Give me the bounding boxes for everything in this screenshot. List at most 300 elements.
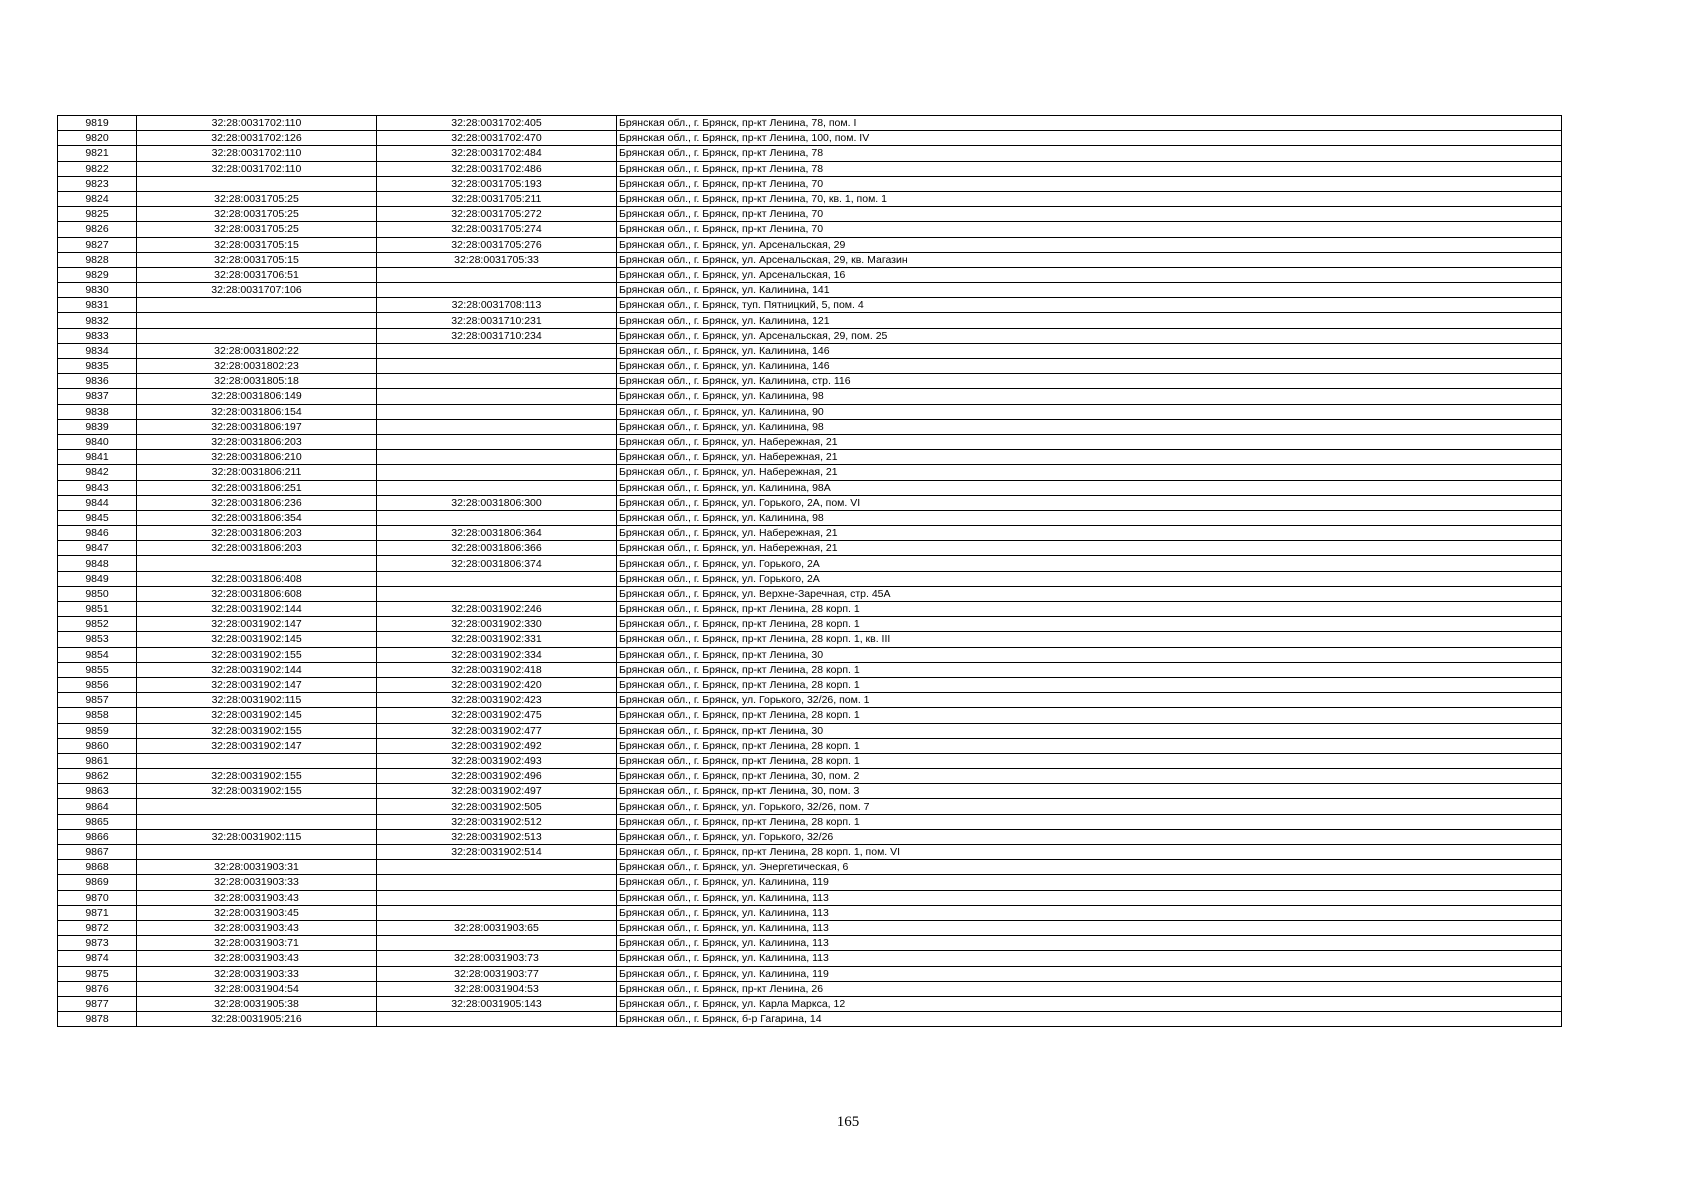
row-number-cell: 9850 — [58, 586, 137, 601]
row-number-cell: 9855 — [58, 662, 137, 677]
address-cell: Брянская обл., г. Брянск, ул. Верхне-Заречная, стр. 45А — [617, 586, 1562, 601]
address-cell: Брянская обл., г. Брянск, пр-кт Ленина, 28 корп. 1 — [617, 708, 1562, 723]
address-cell: Брянская обл., г. Брянск, пр-кт Ленина, 30, пом. 3 — [617, 784, 1562, 799]
object-cadastral-number-cell: 32:28:0031902:423 — [377, 693, 617, 708]
row-number-cell: 9822 — [58, 161, 137, 176]
row-number-cell: 9849 — [58, 571, 137, 586]
parent-cadastral-number-cell: 32:28:0031806:203 — [137, 526, 377, 541]
row-number-cell: 9833 — [58, 328, 137, 343]
row-number-cell: 9821 — [58, 146, 137, 161]
address-cell: Брянская обл., г. Брянск, пр-кт Ленина, 70 — [617, 207, 1562, 222]
object-cadastral-number-cell: 32:28:0031902:496 — [377, 769, 617, 784]
table-row — [58, 434, 1562, 449]
address-cell: Брянская обл., г. Брянск, ул. Арсенальская, 16 — [617, 267, 1562, 282]
object-cadastral-number-cell: 32:28:0031903:73 — [377, 951, 617, 966]
table-row — [58, 510, 1562, 525]
row-number-cell: 9863 — [58, 784, 137, 799]
row-number-cell: 9854 — [58, 647, 137, 662]
parent-cadastral-number-cell: 32:28:0031902:147 — [137, 738, 377, 753]
address-cell: Брянская обл., г. Брянск, пр-кт Ленина, 28 корп. 1, пом. VI — [617, 845, 1562, 860]
row-number-cell: 9856 — [58, 677, 137, 692]
parent-cadastral-number-cell: 32:28:0031902:145 — [137, 632, 377, 647]
table-row — [58, 419, 1562, 434]
row-number-cell: 9873 — [58, 936, 137, 951]
parent-cadastral-number-cell: 32:28:0031905:38 — [137, 996, 377, 1011]
row-number-cell: 9830 — [58, 283, 137, 298]
parent-cadastral-number-cell — [137, 556, 377, 571]
object-cadastral-number-cell: 32:28:0031902:331 — [377, 632, 617, 647]
parent-cadastral-number-cell: 32:28:0031902:155 — [137, 723, 377, 738]
row-number-cell: 9852 — [58, 617, 137, 632]
object-cadastral-number-cell: 32:28:0031905:143 — [377, 996, 617, 1011]
page-number: 165 — [836, 1114, 860, 1130]
object-cadastral-number-cell: 32:28:0031710:231 — [377, 313, 617, 328]
row-number-cell: 9831 — [58, 298, 137, 313]
table-row — [58, 662, 1562, 677]
object-cadastral-number-cell: 32:28:0031904:53 — [377, 981, 617, 996]
address-cell: Брянская обл., г. Брянск, ул. Калинина, 98 — [617, 419, 1562, 434]
object-cadastral-number-cell — [377, 267, 617, 282]
table-row — [58, 1012, 1562, 1027]
row-number-cell: 9864 — [58, 799, 137, 814]
parent-cadastral-number-cell: 32:28:0031902:144 — [137, 662, 377, 677]
address-cell: Брянская обл., г. Брянск, пр-кт Ленина, 28 корп. 1, кв. III — [617, 632, 1562, 647]
table-row — [58, 222, 1562, 237]
table-row — [58, 571, 1562, 586]
object-cadastral-number-cell — [377, 389, 617, 404]
table-row — [58, 936, 1562, 951]
address-cell: Брянская обл., г. Брянск, ул. Горького, 2А, пом. VI — [617, 495, 1562, 510]
row-number-cell: 9870 — [58, 890, 137, 905]
row-number-cell: 9828 — [58, 252, 137, 267]
address-cell: Брянская обл., г. Брянск, пр-кт Ленина, 28 корп. 1 — [617, 677, 1562, 692]
table-row — [58, 237, 1562, 252]
parent-cadastral-number-cell: 32:28:0031806:408 — [137, 571, 377, 586]
table-row — [58, 404, 1562, 419]
row-number-cell: 9878 — [58, 1012, 137, 1027]
address-cell: Брянская обл., г. Брянск, пр-кт Ленина, 30 — [617, 647, 1562, 662]
address-cell: Брянская обл., г. Брянск, ул. Набережная, 21 — [617, 434, 1562, 449]
address-cell: Брянская обл., г. Брянск, туп. Пятницкий, 5, пом. 4 — [617, 298, 1562, 313]
table-row — [58, 799, 1562, 814]
address-cell: Брянская обл., г. Брянск, пр-кт Ленина, 100, пом. IV — [617, 131, 1562, 146]
object-cadastral-number-cell: 32:28:0031708:113 — [377, 298, 617, 313]
object-cadastral-number-cell — [377, 1012, 617, 1027]
parent-cadastral-number-cell — [137, 814, 377, 829]
table-row — [58, 996, 1562, 1011]
object-cadastral-number-cell — [377, 510, 617, 525]
address-cell: Брянская обл., г. Брянск, ул. Горького, 2А — [617, 556, 1562, 571]
row-number-cell: 9853 — [58, 632, 137, 647]
object-cadastral-number-cell: 32:28:0031806:366 — [377, 541, 617, 556]
address-cell: Брянская обл., г. Брянск, ул. Калинина, 98 — [617, 510, 1562, 525]
parent-cadastral-number-cell: 32:28:0031806:211 — [137, 465, 377, 480]
row-number-cell: 9871 — [58, 905, 137, 920]
table-row — [58, 860, 1562, 875]
object-cadastral-number-cell: 32:28:0031702:470 — [377, 131, 617, 146]
parent-cadastral-number-cell: 32:28:0031903:33 — [137, 966, 377, 981]
parent-cadastral-number-cell: 32:28:0031806:210 — [137, 450, 377, 465]
object-cadastral-number-cell — [377, 905, 617, 920]
table-row — [58, 829, 1562, 844]
parent-cadastral-number-cell — [137, 753, 377, 768]
parent-cadastral-number-cell: 32:28:0031707:106 — [137, 283, 377, 298]
object-cadastral-number-cell: 32:28:0031710:234 — [377, 328, 617, 343]
parent-cadastral-number-cell: 32:28:0031903:45 — [137, 905, 377, 920]
row-number-cell: 9877 — [58, 996, 137, 1011]
table-row — [58, 526, 1562, 541]
parent-cadastral-number-cell — [137, 328, 377, 343]
table-row — [58, 617, 1562, 632]
address-cell: Брянская обл., г. Брянск, ул. Калинина, стр. 116 — [617, 374, 1562, 389]
table-row — [58, 708, 1562, 723]
object-cadastral-number-cell: 32:28:0031902:497 — [377, 784, 617, 799]
address-cell: Брянская обл., г. Брянск, ул. Калинина, 113 — [617, 890, 1562, 905]
row-number-cell: 9844 — [58, 495, 137, 510]
table-row — [58, 465, 1562, 480]
row-number-cell: 9862 — [58, 769, 137, 784]
parent-cadastral-number-cell: 32:28:0031806:203 — [137, 541, 377, 556]
object-cadastral-number-cell — [377, 419, 617, 434]
row-number-cell: 9851 — [58, 602, 137, 617]
address-cell: Брянская обл., г. Брянск, ул. Арсенальская, 29, пом. 25 — [617, 328, 1562, 343]
object-cadastral-number-cell: 32:28:0031806:374 — [377, 556, 617, 571]
parent-cadastral-number-cell — [137, 176, 377, 191]
table-row — [58, 343, 1562, 358]
address-cell: Брянская обл., г. Брянск, пр-кт Ленина, 70 — [617, 176, 1562, 191]
table-row — [58, 116, 1562, 131]
address-cell: Брянская обл., г. Брянск, ул. Калинина, 113 — [617, 905, 1562, 920]
address-cell: Брянская обл., г. Брянск, пр-кт Ленина, 28 корп. 1 — [617, 753, 1562, 768]
parent-cadastral-number-cell: 32:28:0031705:25 — [137, 222, 377, 237]
parent-cadastral-number-cell — [137, 313, 377, 328]
address-cell: Брянская обл., г. Брянск, ул. Горького, 2А — [617, 571, 1562, 586]
table-row — [58, 905, 1562, 920]
table-row — [58, 769, 1562, 784]
registry-table-body — [58, 116, 1562, 1027]
parent-cadastral-number-cell: 32:28:0031802:22 — [137, 343, 377, 358]
address-cell: Брянская обл., г. Брянск, ул. Калинина, 141 — [617, 283, 1562, 298]
parent-cadastral-number-cell: 32:28:0031702:126 — [137, 131, 377, 146]
address-cell: Брянская обл., г. Брянск, ул. Калинина, 98А — [617, 480, 1562, 495]
table-row — [58, 981, 1562, 996]
table-row — [58, 313, 1562, 328]
address-cell: Брянская обл., г. Брянск, ул. Калинина, 113 — [617, 951, 1562, 966]
address-cell: Брянская обл., г. Брянск, пр-кт Ленина, 78 — [617, 161, 1562, 176]
row-number-cell: 9869 — [58, 875, 137, 890]
row-number-cell: 9847 — [58, 541, 137, 556]
parent-cadastral-number-cell — [137, 799, 377, 814]
parent-cadastral-number-cell: 32:28:0031902:115 — [137, 693, 377, 708]
row-number-cell: 9876 — [58, 981, 137, 996]
table-row — [58, 267, 1562, 282]
address-cell: Брянская обл., г. Брянск, ул. Набережная, 21 — [617, 450, 1562, 465]
row-number-cell: 9845 — [58, 510, 137, 525]
object-cadastral-number-cell: 32:28:0031902:492 — [377, 738, 617, 753]
object-cadastral-number-cell: 32:28:0031902:493 — [377, 753, 617, 768]
row-number-cell: 9837 — [58, 389, 137, 404]
address-cell: Брянская обл., г. Брянск, ул. Горького, 32/26, пом. 7 — [617, 799, 1562, 814]
object-cadastral-number-cell: 32:28:0031902:514 — [377, 845, 617, 860]
object-cadastral-number-cell: 32:28:0031705:33 — [377, 252, 617, 267]
table-row — [58, 845, 1562, 860]
object-cadastral-number-cell: 32:28:0031902:505 — [377, 799, 617, 814]
parent-cadastral-number-cell: 32:28:0031903:43 — [137, 890, 377, 905]
address-cell: Брянская обл., г. Брянск, ул. Набережная, 21 — [617, 465, 1562, 480]
parent-cadastral-number-cell: 32:28:0031902:147 — [137, 617, 377, 632]
object-cadastral-number-cell: 32:28:0031705:272 — [377, 207, 617, 222]
row-number-cell: 9834 — [58, 343, 137, 358]
row-number-cell: 9865 — [58, 814, 137, 829]
object-cadastral-number-cell: 32:28:0031806:364 — [377, 526, 617, 541]
row-number-cell: 9827 — [58, 237, 137, 252]
address-cell: Брянская обл., г. Брянск, пр-кт Ленина, 78 — [617, 146, 1562, 161]
row-number-cell: 9825 — [58, 207, 137, 222]
parent-cadastral-number-cell: 32:28:0031902:145 — [137, 708, 377, 723]
table-row — [58, 951, 1562, 966]
parent-cadastral-number-cell: 32:28:0031802:23 — [137, 359, 377, 374]
address-cell: Брянская обл., г. Брянск, пр-кт Ленина, 28 корп. 1 — [617, 602, 1562, 617]
table-row — [58, 602, 1562, 617]
table-row — [58, 586, 1562, 601]
row-number-cell: 9860 — [58, 738, 137, 753]
row-number-cell: 9841 — [58, 450, 137, 465]
row-number-cell: 9836 — [58, 374, 137, 389]
address-cell: Брянская обл., г. Брянск, ул. Арсенальская, 29, кв. Магазин — [617, 252, 1562, 267]
object-cadastral-number-cell — [377, 571, 617, 586]
row-number-cell: 9868 — [58, 860, 137, 875]
table-row — [58, 450, 1562, 465]
row-number-cell: 9820 — [58, 131, 137, 146]
parent-cadastral-number-cell: 32:28:0031903:43 — [137, 920, 377, 935]
object-cadastral-number-cell — [377, 450, 617, 465]
address-cell: Брянская обл., г. Брянск, ул. Горького, 32/26, пом. 1 — [617, 693, 1562, 708]
address-cell: Брянская обл., г. Брянск, пр-кт Ленина, 28 корп. 1 — [617, 662, 1562, 677]
object-cadastral-number-cell: 32:28:0031903:65 — [377, 920, 617, 935]
parent-cadastral-number-cell: 32:28:0031806:154 — [137, 404, 377, 419]
table-row — [58, 920, 1562, 935]
parent-cadastral-number-cell: 32:28:0031705:15 — [137, 252, 377, 267]
row-number-cell: 9842 — [58, 465, 137, 480]
address-cell: Брянская обл., г. Брянск, ул. Калинина, 146 — [617, 359, 1562, 374]
object-cadastral-number-cell: 32:28:0031902:475 — [377, 708, 617, 723]
row-number-cell: 9857 — [58, 693, 137, 708]
address-cell: Брянская обл., г. Брянск, ул. Калинина, 98 — [617, 389, 1562, 404]
object-cadastral-number-cell — [377, 283, 617, 298]
object-cadastral-number-cell: 32:28:0031702:484 — [377, 146, 617, 161]
table-row — [58, 298, 1562, 313]
object-cadastral-number-cell: 32:28:0031902:420 — [377, 677, 617, 692]
address-cell: Брянская обл., г. Брянск, пр-кт Ленина, 28 корп. 1 — [617, 814, 1562, 829]
row-number-cell: 9866 — [58, 829, 137, 844]
parent-cadastral-number-cell: 32:28:0031902:155 — [137, 769, 377, 784]
parent-cadastral-number-cell: 32:28:0031904:54 — [137, 981, 377, 996]
object-cadastral-number-cell: 32:28:0031902:477 — [377, 723, 617, 738]
object-cadastral-number-cell: 32:28:0031806:300 — [377, 495, 617, 510]
row-number-cell: 9843 — [58, 480, 137, 495]
row-number-cell: 9846 — [58, 526, 137, 541]
parent-cadastral-number-cell: 32:28:0031806:203 — [137, 434, 377, 449]
row-number-cell: 9839 — [58, 419, 137, 434]
object-cadastral-number-cell — [377, 343, 617, 358]
table-row — [58, 495, 1562, 510]
parent-cadastral-number-cell: 32:28:0031902:147 — [137, 677, 377, 692]
address-cell: Брянская обл., г. Брянск, ул. Набережная, 21 — [617, 526, 1562, 541]
address-cell: Брянская обл., г. Брянск, б-р Гагарина, 14 — [617, 1012, 1562, 1027]
table-row — [58, 753, 1562, 768]
object-cadastral-number-cell: 32:28:0031702:486 — [377, 161, 617, 176]
address-cell: Брянская обл., г. Брянск, пр-кт Ленина, 30 — [617, 723, 1562, 738]
parent-cadastral-number-cell: 32:28:0031806:149 — [137, 389, 377, 404]
object-cadastral-number-cell — [377, 890, 617, 905]
object-cadastral-number-cell: 32:28:0031902:512 — [377, 814, 617, 829]
address-cell: Брянская обл., г. Брянск, ул. Карла Маркса, 12 — [617, 996, 1562, 1011]
address-cell: Брянская обл., г. Брянск, пр-кт Ленина, 28 корп. 1 — [617, 617, 1562, 632]
table-row — [58, 161, 1562, 176]
object-cadastral-number-cell: 32:28:0031902:513 — [377, 829, 617, 844]
address-cell: Брянская обл., г. Брянск, пр-кт Ленина, 26 — [617, 981, 1562, 996]
row-number-cell: 9829 — [58, 267, 137, 282]
parent-cadastral-number-cell: 32:28:0031705:25 — [137, 207, 377, 222]
parent-cadastral-number-cell — [137, 845, 377, 860]
row-number-cell: 9848 — [58, 556, 137, 571]
table-row — [58, 480, 1562, 495]
address-cell: Брянская обл., г. Брянск, пр-кт Ленина, 28 корп. 1 — [617, 738, 1562, 753]
row-number-cell: 9823 — [58, 176, 137, 191]
object-cadastral-number-cell: 32:28:0031702:405 — [377, 116, 617, 131]
object-cadastral-number-cell — [377, 586, 617, 601]
table-row — [58, 875, 1562, 890]
row-number-cell: 9861 — [58, 753, 137, 768]
parent-cadastral-number-cell: 32:28:0031702:110 — [137, 161, 377, 176]
table-row — [58, 693, 1562, 708]
table-row — [58, 677, 1562, 692]
address-cell: Брянская обл., г. Брянск, пр-кт Ленина, 70 — [617, 222, 1562, 237]
parent-cadastral-number-cell: 32:28:0031806:608 — [137, 586, 377, 601]
parent-cadastral-number-cell: 32:28:0031706:51 — [137, 267, 377, 282]
parent-cadastral-number-cell: 32:28:0031806:251 — [137, 480, 377, 495]
parent-cadastral-number-cell: 32:28:0031806:354 — [137, 510, 377, 525]
object-cadastral-number-cell: 32:28:0031902:246 — [377, 602, 617, 617]
object-cadastral-number-cell: 32:28:0031903:77 — [377, 966, 617, 981]
row-number-cell: 9859 — [58, 723, 137, 738]
table-row — [58, 890, 1562, 905]
object-cadastral-number-cell: 32:28:0031705:193 — [377, 176, 617, 191]
address-cell: Брянская обл., г. Брянск, пр-кт Ленина, 70, кв. 1, пом. 1 — [617, 191, 1562, 206]
parent-cadastral-number-cell: 32:28:0031905:216 — [137, 1012, 377, 1027]
table-row — [58, 784, 1562, 799]
object-cadastral-number-cell — [377, 480, 617, 495]
address-cell: Брянская обл., г. Брянск, ул. Калинина, 121 — [617, 313, 1562, 328]
table-row — [58, 328, 1562, 343]
row-number-cell: 9875 — [58, 966, 137, 981]
parent-cadastral-number-cell: 32:28:0031903:33 — [137, 875, 377, 890]
table-row — [58, 389, 1562, 404]
table-row — [58, 738, 1562, 753]
address-cell: Брянская обл., г. Брянск, ул. Калинина, 146 — [617, 343, 1562, 358]
address-cell: Брянская обл., г. Брянск, ул. Горького, 32/26 — [617, 829, 1562, 844]
table-row — [58, 252, 1562, 267]
object-cadastral-number-cell — [377, 875, 617, 890]
parent-cadastral-number-cell: 32:28:0031902:155 — [137, 784, 377, 799]
table-row — [58, 176, 1562, 191]
parent-cadastral-number-cell: 32:28:0031805:18 — [137, 374, 377, 389]
table-row — [58, 966, 1562, 981]
object-cadastral-number-cell: 32:28:0031902:330 — [377, 617, 617, 632]
parent-cadastral-number-cell: 32:28:0031806:236 — [137, 495, 377, 510]
table-row — [58, 814, 1562, 829]
address-cell: Брянская обл., г. Брянск, ул. Калинина, 113 — [617, 936, 1562, 951]
address-cell: Брянская обл., г. Брянск, ул. Набережная, 21 — [617, 541, 1562, 556]
table-row — [58, 191, 1562, 206]
row-number-cell: 9832 — [58, 313, 137, 328]
parent-cadastral-number-cell: 32:28:0031902:144 — [137, 602, 377, 617]
address-cell: Брянская обл., г. Брянск, ул. Энергетическая, 6 — [617, 860, 1562, 875]
parent-cadastral-number-cell: 32:28:0031705:15 — [137, 237, 377, 252]
table-row — [58, 283, 1562, 298]
row-number-cell: 9840 — [58, 434, 137, 449]
parent-cadastral-number-cell: 32:28:0031705:25 — [137, 191, 377, 206]
row-number-cell: 9824 — [58, 191, 137, 206]
parent-cadastral-number-cell: 32:28:0031902:155 — [137, 647, 377, 662]
object-cadastral-number-cell: 32:28:0031902:418 — [377, 662, 617, 677]
object-cadastral-number-cell — [377, 434, 617, 449]
parent-cadastral-number-cell — [137, 298, 377, 313]
address-cell: Брянская обл., г. Брянск, ул. Арсенальская, 29 — [617, 237, 1562, 252]
address-cell: Брянская обл., г. Брянск, ул. Калинина, 119 — [617, 875, 1562, 890]
row-number-cell: 9819 — [58, 116, 137, 131]
object-cadastral-number-cell — [377, 359, 617, 374]
parent-cadastral-number-cell: 32:28:0031702:110 — [137, 116, 377, 131]
table-row — [58, 146, 1562, 161]
parent-cadastral-number-cell: 32:28:0031902:115 — [137, 829, 377, 844]
parent-cadastral-number-cell: 32:28:0031903:71 — [137, 936, 377, 951]
object-cadastral-number-cell: 32:28:0031705:274 — [377, 222, 617, 237]
row-number-cell: 9874 — [58, 951, 137, 966]
parent-cadastral-number-cell: 32:28:0031903:31 — [137, 860, 377, 875]
table-row — [58, 723, 1562, 738]
parent-cadastral-number-cell: 32:28:0031903:43 — [137, 951, 377, 966]
address-cell: Брянская обл., г. Брянск, ул. Калинина, 90 — [617, 404, 1562, 419]
object-cadastral-number-cell — [377, 404, 617, 419]
object-cadastral-number-cell: 32:28:0031705:211 — [377, 191, 617, 206]
row-number-cell: 9872 — [58, 920, 137, 935]
object-cadastral-number-cell — [377, 860, 617, 875]
parent-cadastral-number-cell: 32:28:0031806:197 — [137, 419, 377, 434]
object-cadastral-number-cell: 32:28:0031705:276 — [377, 237, 617, 252]
table-row — [58, 541, 1562, 556]
object-cadastral-number-cell: 32:28:0031902:334 — [377, 647, 617, 662]
address-cell: Брянская обл., г. Брянск, пр-кт Ленина, 78, пом. I — [617, 116, 1562, 131]
object-cadastral-number-cell — [377, 465, 617, 480]
address-cell: Брянская обл., г. Брянск, ул. Калинина, 113 — [617, 920, 1562, 935]
object-cadastral-number-cell — [377, 374, 617, 389]
address-cell: Брянская обл., г. Брянск, ул. Калинина, 119 — [617, 966, 1562, 981]
cadastral-registry-table — [57, 115, 1562, 1027]
table-row — [58, 131, 1562, 146]
parent-cadastral-number-cell: 32:28:0031702:110 — [137, 146, 377, 161]
table-row — [58, 374, 1562, 389]
object-cadastral-number-cell — [377, 936, 617, 951]
table-row — [58, 359, 1562, 374]
table-row — [58, 647, 1562, 662]
row-number-cell: 9858 — [58, 708, 137, 723]
table-row — [58, 632, 1562, 647]
row-number-cell: 9838 — [58, 404, 137, 419]
row-number-cell: 9867 — [58, 845, 137, 860]
table-row — [58, 556, 1562, 571]
address-cell: Брянская обл., г. Брянск, пр-кт Ленина, 30, пом. 2 — [617, 769, 1562, 784]
